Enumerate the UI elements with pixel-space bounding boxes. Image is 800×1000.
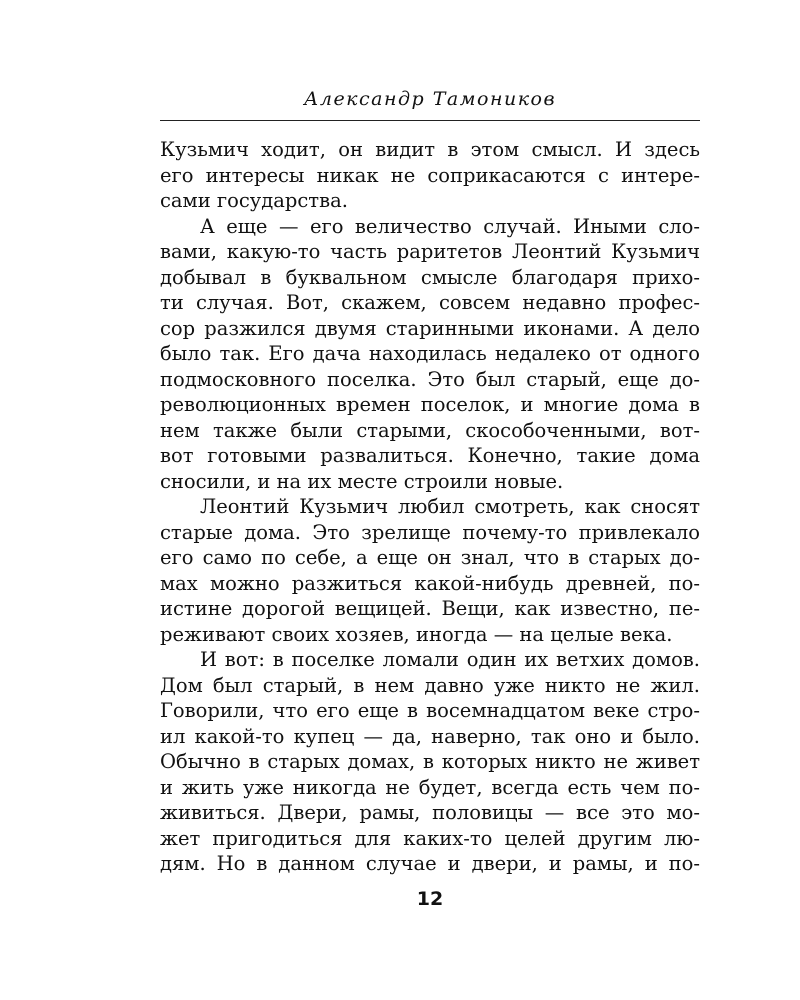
text-line: революционных времен поселок, и многие дома в <box>160 393 700 416</box>
text-line: вот готовыми развалиться. Конечно, такие дома <box>160 444 700 467</box>
text-line: ил какой-то купец — да, наверно, так оно и было. <box>160 724 700 748</box>
text-line: нем также были старыми, скособоченными, вот- <box>160 418 700 442</box>
text-line: и жить уже никогда не будет, всегда есть чем по- <box>160 775 700 799</box>
text-line: Говорили, что его еще в восемнадцатом веке стро- <box>160 699 700 722</box>
text-line: сами государства. <box>160 189 348 212</box>
text-line: подмосковного поселка. Это был старый, еще до- <box>160 367 700 391</box>
text-line: его само по себе, а еще он знал, что в старых до- <box>160 546 700 569</box>
text-line: Дом был старый, в нем давно уже никто не жил. <box>160 673 700 697</box>
text-line: истине дорогой вещицей. Вещи, как известно, пе- <box>160 597 700 620</box>
page-number: 12 <box>416 888 444 910</box>
text-line: его интересы никак не соприкасаются с интере- <box>160 163 700 187</box>
text-line: мах можно разжиться какой-нибудь древней, по- <box>160 571 700 595</box>
text-line: добывал в буквальном смысле благодаря прихо- <box>160 265 700 289</box>
text-line: ти случая. Вот, скажем, совсем недавно профес- <box>160 291 700 314</box>
text-line: жет пригодиться для каких-то целей другим лю- <box>160 826 700 850</box>
text-line: Кузьмич ходит, он видит в этом смысл. И здесь <box>160 138 700 161</box>
text-line: живиться. Двери, рамы, половицы — все это мо- <box>160 801 700 824</box>
body-text <box>160 137 700 877</box>
text-line: было так. Его дача находилась недалеко от одного <box>160 342 700 365</box>
text-line: вами, какую-то часть раритетов Леонтий Кузьмич <box>160 240 700 263</box>
running-header-author: Александр Тамоников <box>303 88 557 110</box>
text-line: Леонтий Кузьмич любил смотреть, как сносят <box>200 495 700 518</box>
text-line: И вот: в поселке ломали один их ветхих домов. <box>200 648 700 671</box>
header-divider <box>160 120 700 121</box>
text-line: реживают своих хозяев, иногда — на целые века. <box>160 622 673 646</box>
text-line: Обычно в старых домах, в которых никто не живет <box>160 750 700 773</box>
text-line: А еще — его величество случай. Иными сло- <box>200 214 700 238</box>
text-line: старые дома. Это зрелище почему-то привлекало <box>160 520 700 544</box>
text-line: дям. Но в данном случае и двери, и рамы, и по- <box>160 852 700 875</box>
text-line: сносили, и на их месте строили новые. <box>160 469 564 493</box>
text-line: сор разжился двумя старинными иконами. А дело <box>160 316 700 340</box>
